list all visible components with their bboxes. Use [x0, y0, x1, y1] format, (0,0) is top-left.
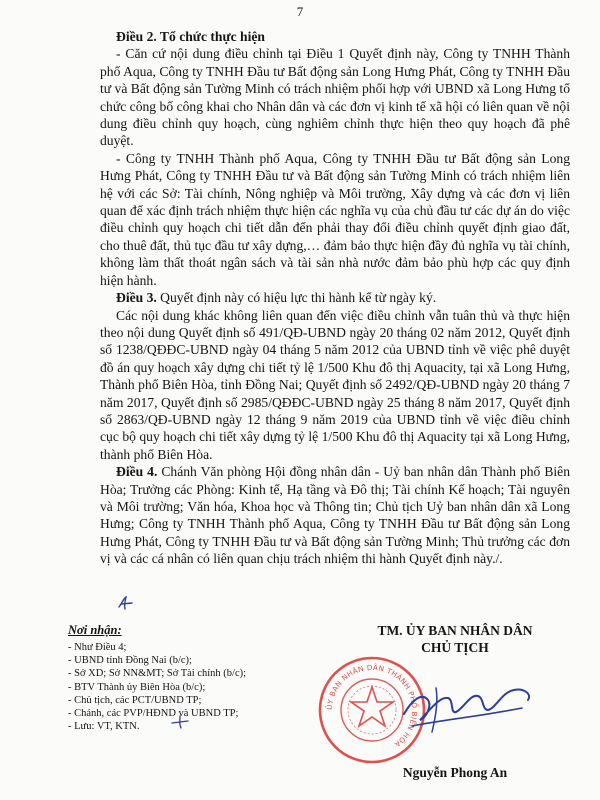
signature-block: [340, 622, 570, 656]
recipient-item: - Lưu: VT, KTN.: [68, 721, 140, 733]
page-number: 7: [296, 4, 304, 19]
svg-text:ỦY BAN NHÂN DÂN THÀNH PHỐ BIÊN: ỦY BAN NHÂN DÂN THÀNH PHỐ BIÊN HÒA: [324, 662, 420, 750]
recipients-block: [68, 623, 318, 733]
recipient-item: - Sở XD; Sở NN&MT; Sở Tài chính (b/c);: [68, 668, 247, 680]
recipient-item: - UBND tỉnh Đồng Nai (b/c);: [68, 655, 192, 667]
signature-title: CHỦ TỊCH: [421, 640, 489, 655]
handwritten-initial-mark: [170, 714, 192, 730]
article-4-heading: Điều 4.: [116, 464, 158, 480]
recipients-title: Nơi nhận:: [68, 623, 122, 637]
recipient-item: - Như Điều 4;: [68, 642, 127, 653]
signature-organization: TM. ỦY BAN NHÂN DÂN: [377, 623, 533, 638]
document-body: [100, 28, 570, 568]
article-4-paragraph: Điều 4. Chánh Văn phòng Hội đồng nhân dân - Uỷ ban nhân dân Thành phố Biên Hòa; Trưởng các Phòng: Kinh tế, Hạ tầng và Đô thị; Tài chính Kế hoạch; Tài nguyên và Môi trường; Văn hóa, Khoa học và Thông tin; Chủ tịch Uỷ ban nhân dân xã Long Hưng; Công ty TNHH Thành phố Aqua, Công ty TNHH Đầu tư Bất động sản Long Hưng Phát, Công ty TNHH Đầu tư và Bất động sản Tường Minh; Thủ trưởng các đơn vị và các cá nhân có liên quan chịu trách nhiệm thi hành Quyết định này./.: [100, 464, 570, 567]
article-3-paragraph-1: Các nội dung khác không liên quan đến việc điều chỉnh vẫn tuân thủ và thực hiện theo nội dung Quyết định số 491/QĐ-UBND ngày 20 tháng 02 năm 2012, Quyết định số 1238/QĐĐC-UBND ngày 04 tháng 5 năm 2012 của UBND tỉnh về việc phê duyệt đồ án quy hoạch xây dựng chi tiết tỷ lệ 1/500 Khu đô thị Aquacity, tại xã Long Hưng, Thành phố Biên Hòa, tỉnh Đồng Nai; Quyết định số 2492/QĐ-UBND ngày 20 tháng 7 năm 2017, Quyết định số 2985/QĐĐC-UBND ngày 25 tháng 8 năm 2017, Quyết định số 2863/QĐ-UBND ngày 12 tháng 9 năm 2019 của UBND tỉnh về việc điều chỉnh cục bộ quy hoạch chi tiết xây dựng tỷ lệ 1/500 Khu đô thị Aquacity tại xã Long Hưng, thành phố Biên Hòa.: [100, 307, 570, 462]
recipient-item: - BTV Thành ủy Biên Hòa (b/c);: [68, 681, 206, 693]
article-2-paragraph-1: - Căn cứ nội dung điều chỉnh tại Điều 1 Quyết định này, Công ty TNHH Thành phố Aqua, Công ty TNHH Đầu tư Bất động sản Long Hưng Phát, Công ty TNHH Đầu tư và Bất động sản Tường Minh có trách nhiệm phối hợp với UBND xã Long Hưng tổ chức công bố công khai cho Nhân dân và các đơn vị kinh tế xã hội có liên quan về nội dung điều chỉnh quy hoạch, cùng nghiêm chỉnh thực hiện theo quy hoạch đã phê duyệt.: [100, 46, 570, 149]
article-3-intro: Điều 3. Quyết định này có hiệu lực thi hành kể từ ngày ký.: [116, 290, 437, 306]
recipients-list: [68, 641, 318, 733]
recipient-item: - Chủ tịch, các PCT/UBND TP;: [68, 694, 202, 706]
recipient-item: - Chánh, các PVP/HĐND và UBND TP;: [68, 708, 239, 720]
article-3-heading: Điều 3.: [116, 290, 157, 306]
handwritten-signature: [392, 670, 542, 740]
article-2-heading: Điều 2. Tổ chức thực hiện: [116, 29, 265, 44]
handwritten-initial-mark: [116, 595, 138, 611]
signer-name: Nguyễn Phong An: [402, 765, 508, 780]
article-2-paragraph-2: - Công ty TNHH Thành phố Aqua, Công ty TNHH Đầu tư Bất động sản Long Hưng Phát, Công ty TNHH Đầu tư và Bất động sản Tường Minh có trách nhiệm liên hệ với các Sở: Tài chính, Nông nghiệp và Môi trường, Xây dựng và các đơn vị liên quan để xác định trách nhiệm thực hiện các nghĩa vụ của chủ đầu tư các dự án do việc điều chỉnh quy hoạch chi tiết dẫn đến phải thay đổi điều chỉnh quyết định giao đất, cho thuê đất, thủ tục đầu tư xây dựng,… đảm bảo thực hiện đầy đủ nghĩa vụ tài chính, không làm thất thoát ngân sách và tài sản nhà nước đảm bảo phù hợp các quy định hiện hành.: [100, 150, 570, 288]
